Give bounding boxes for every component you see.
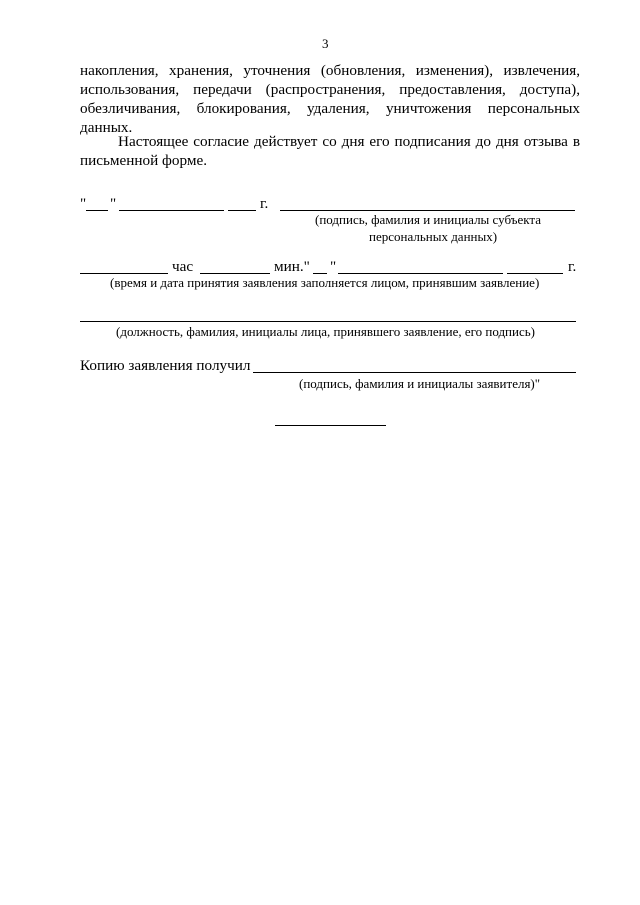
page-number: 3 [322, 36, 329, 51]
applicant-signature-line [253, 372, 576, 373]
paragraph-line: Настоящее согласие действует со дня его подписания до дня отзыва в [118, 133, 580, 150]
quote-close: " [330, 258, 337, 275]
copy-received-label: Копию заявления получил [80, 357, 251, 374]
quote-close: " [110, 195, 117, 212]
end-separator-line [275, 425, 386, 426]
paragraph-line: использования, передачи (распространения, предоставления, доступа), [80, 81, 580, 98]
official-caption: (должность, фамилия, инициалы лица, принявшего заявление, его подпись) [116, 324, 536, 339]
applicant-caption: (подпись, фамилия и инициалы заявителя)" [299, 376, 541, 391]
hour-label: час [172, 258, 194, 275]
accept-day-field-line [313, 273, 327, 274]
hour-field-line [80, 273, 168, 274]
minute-label: мин." [274, 258, 310, 275]
accept-month-field-line [338, 273, 503, 274]
paragraph-line: письменной форме. [80, 152, 207, 169]
paragraph-line: обезличивания, блокирования, удаления, уничтожения персональных [80, 100, 580, 117]
subject-signature-caption: персональных данных) [369, 229, 498, 244]
quote-open: " [80, 195, 87, 212]
paragraph-line: данных. [80, 119, 133, 136]
month-field-line [119, 210, 224, 211]
year-field-line [228, 210, 256, 211]
accept-year-field-line [507, 273, 563, 274]
year-suffix: г. [568, 258, 577, 275]
official-signature-line [80, 321, 576, 322]
minute-field-line [200, 273, 270, 274]
paragraph-line: накопления, хранения, уточнения (обновления, изменения), извлечения, [80, 62, 580, 79]
acceptance-caption: (время и дата принятия заявления заполняется лицом, принявшим заявление) [110, 275, 540, 290]
year-suffix: г. [260, 195, 269, 212]
day-field-line [86, 210, 108, 211]
subject-signature-caption: (подпись, фамилия и инициалы субъекта [315, 212, 542, 227]
subject-signature-line [280, 210, 575, 211]
